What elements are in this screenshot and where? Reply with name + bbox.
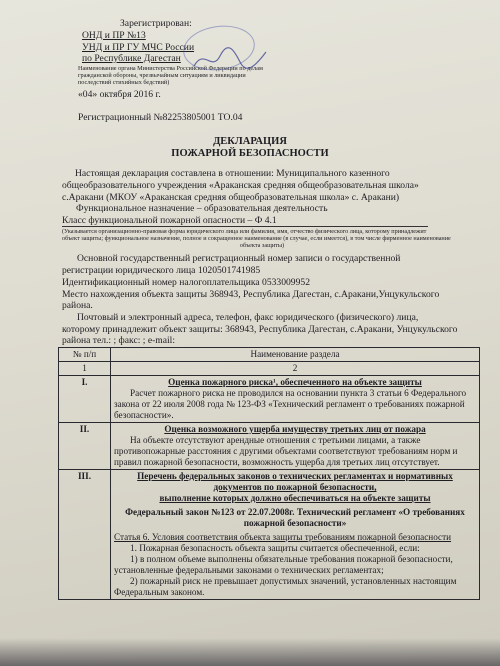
- article-paragraph: 1. Пожарная безопасность объекта защиты считается обеспеченной, если:: [130, 543, 420, 553]
- col-index: 2: [111, 362, 480, 376]
- intro-note: объект защиты; функциональное назначение, полное и сокращенное наименование (в случае, если имеется), в том числе фирменное наименование: [62, 235, 451, 242]
- authority-note: гражданской обороны, чрезвычайным ситуациям и ликвидации: [78, 72, 246, 79]
- underline-rule: [62, 226, 428, 227]
- intro-line: Функциональное назначение – образовательная деятельность: [76, 203, 328, 214]
- doc-title: ДЕКЛАРАЦИЯ: [213, 136, 287, 147]
- ond-line: ОНД и ПР №13: [82, 30, 146, 41]
- postal-line: района тел.: ; факс: ; e-mail:: [62, 335, 175, 346]
- page-shadow: [0, 638, 500, 666]
- signature-mark: [190, 44, 270, 74]
- postal-line: Почтовый и электронный адреса, телефон, факс юридического (физического) лица,: [77, 312, 419, 323]
- table-header-row: [59, 348, 480, 362]
- section-heading: Оценка пожарного риска¹, обеспеченного на объекте защиты: [168, 377, 422, 387]
- section-number: I.: [59, 376, 111, 423]
- section-number: II.: [59, 423, 111, 470]
- postal-line: которому принадлежит объект защиты: 368943, Республика Дагестан, с.Аракани, Унцукульского: [62, 324, 458, 335]
- location-line: района.: [62, 300, 93, 311]
- law-title: Федеральный закон №123 от 22.07.2008г. Технический регламент «О требованиях пожарной безопасности»: [125, 507, 465, 528]
- col-index: 1: [59, 362, 111, 376]
- table-row: [59, 376, 480, 423]
- col-num-header: № п/п: [59, 348, 111, 362]
- directorate-line: УНД и ПР ГУ МЧС России: [82, 42, 195, 53]
- section-heading: Оценка возможного ущерба имуществу третьих лиц от пожара: [164, 424, 426, 434]
- section-number: III.: [59, 470, 111, 600]
- intro-line: Класс функциональной пожарной опасности – Ф 4.1: [62, 215, 277, 226]
- article-title: Статья 6. Условия соответствия объекта защиты требованиям пожарной безопасности: [114, 532, 452, 542]
- ogrn-line: Основной государственный регистрационный номер записи о государственной: [77, 253, 401, 264]
- section-heading: выполнение которых должно обеспечиваться на объекте защиты: [159, 493, 431, 503]
- intro-line: с.Аракани (МКОУ «Араканская средняя общеобразовательная школа» с. Аракани): [62, 192, 400, 203]
- section-heading: Перечень федеральных законов о технических регламентах и нормативных документов по пожарной безопасности,: [137, 471, 453, 492]
- intro-line: Настоящая декларация составлена в отношении: Муниципального казенного: [75, 168, 390, 179]
- col-name-header: Наименование раздела: [111, 348, 480, 362]
- section-body: На объекте отсутствуют арендные отношения с третьими лицами, а также противопожарные расстояния с другими объектами соответствуют требованиям норм и правил пожарной безопасности, возможность ущерба для третьих лиц отсутствует.: [114, 435, 458, 467]
- authority-note: Наименование органа Министерства Российской Федерации по делам: [78, 65, 263, 72]
- section-cell: [111, 376, 480, 423]
- article-paragraph: 2) пожарный риск не превышает допустимых значений, установленных настоящим Федеральным законом.: [114, 576, 457, 597]
- intro-note: объекта защиты): [239, 242, 285, 249]
- location-line: Место нахождения объекта защиты 368943, Республика Дагестан, с.Аракани,Унцукульского: [62, 289, 440, 300]
- section-cell: [111, 423, 480, 470]
- article-paragraph: 1) в полном объеме выполнены обязательные требования пожарной безопасности, установленные федеральными законами о технических регламентах;: [114, 554, 453, 575]
- registered-label: Зарегистрирован:: [120, 18, 192, 29]
- authority-note: последствий стихийных бедствий): [78, 79, 170, 86]
- intro-line: общеобразовательного учреждения «Араканская средняя общеобразовательная школа»: [62, 180, 419, 191]
- table-index-row: [59, 362, 480, 376]
- region-line: по Республике Дагестан: [82, 53, 181, 64]
- registration-date: «04» октября 2016 г.: [78, 89, 161, 100]
- sections-table: [58, 347, 480, 600]
- ogrn-line: регистрации юридического лица 1020501741985: [62, 265, 261, 276]
- section-cell: [111, 470, 480, 600]
- doc-subtitle: ПОЖАРНОЙ БЕЗОПАСНОСТИ: [171, 148, 329, 159]
- table-row: [59, 470, 480, 600]
- inn-line: Идентификационный номер налогоплательщика 0533009952: [62, 277, 310, 288]
- intro-note: (Указывается организационно-правовая форма юридического лица или фамилия, имя, отчество физического лица, которому принадлежит: [62, 228, 427, 235]
- registration-number: Регистрационный №82253805001 ТО.04: [78, 112, 243, 123]
- section-body: Расчет пожарного риска не проводился на основании пункта 3 статьи 6 Федерального закона от 22 июля 2008 года № 123-ФЗ «Технический регламент о требованиях пожарной безопасности».: [114, 388, 467, 420]
- table-row: [59, 423, 480, 470]
